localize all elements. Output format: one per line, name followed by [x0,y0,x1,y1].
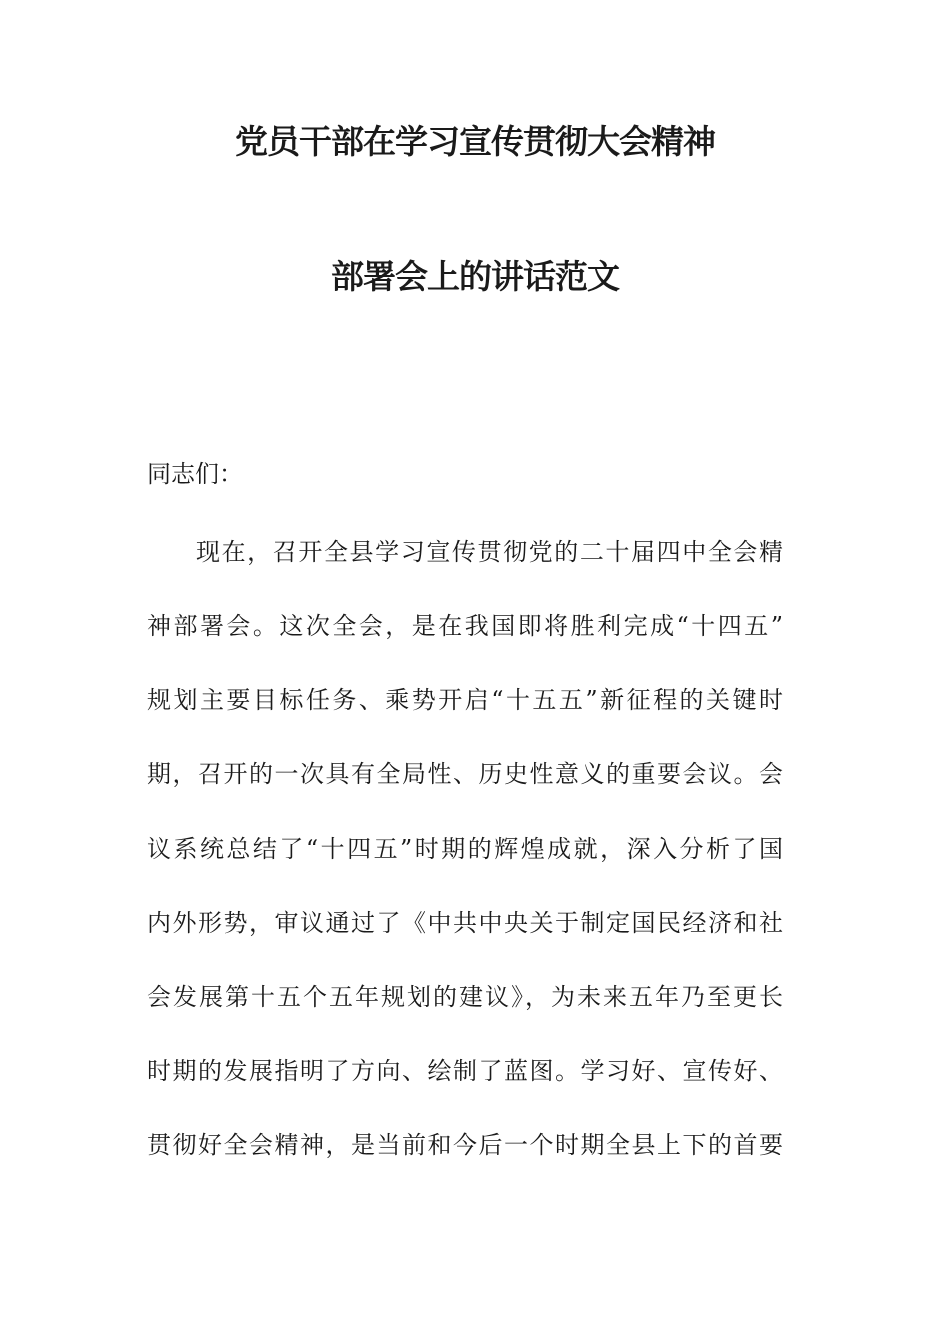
paragraph-line: 内外形势，审议通过了《中共中央关于制定国民经济和社 [147,909,783,937]
document-title-line-2: 部署会上的讲话范文 [331,257,619,296]
paragraph-line: 会发展第十五个五年规划的建议》，为未来五年乃至更长 [147,983,783,1011]
salutation: 同志们： [147,460,243,488]
paragraph-line: 贯彻好全会精神，是当前和今后一个时期全县上下的首要 [147,1131,783,1159]
paragraph-line: 时期的发展指明了方向、绘制了蓝图。学习好、宣传好、 [147,1057,783,1085]
paragraph-line: 期，召开的一次具有全局性、历史性意义的重要会议。会 [147,760,783,788]
paragraph-line: 现在，召开全县学习宣传贯彻党的二十届四中全会精 [196,538,783,566]
paragraph-line: 规划主要目标任务、乘势开启“十五五”新征程的关键时 [147,686,783,714]
paragraph-line: 议系统总结了“十四五”时期的辉煌成就，深入分析了国 [147,835,783,863]
paragraph-line: 神部署会。这次全会，是在我国即将胜利完成“十四五” [147,612,783,640]
document-title-line-1: 党员干部在学习宣传贯彻大会精神 [235,122,715,161]
